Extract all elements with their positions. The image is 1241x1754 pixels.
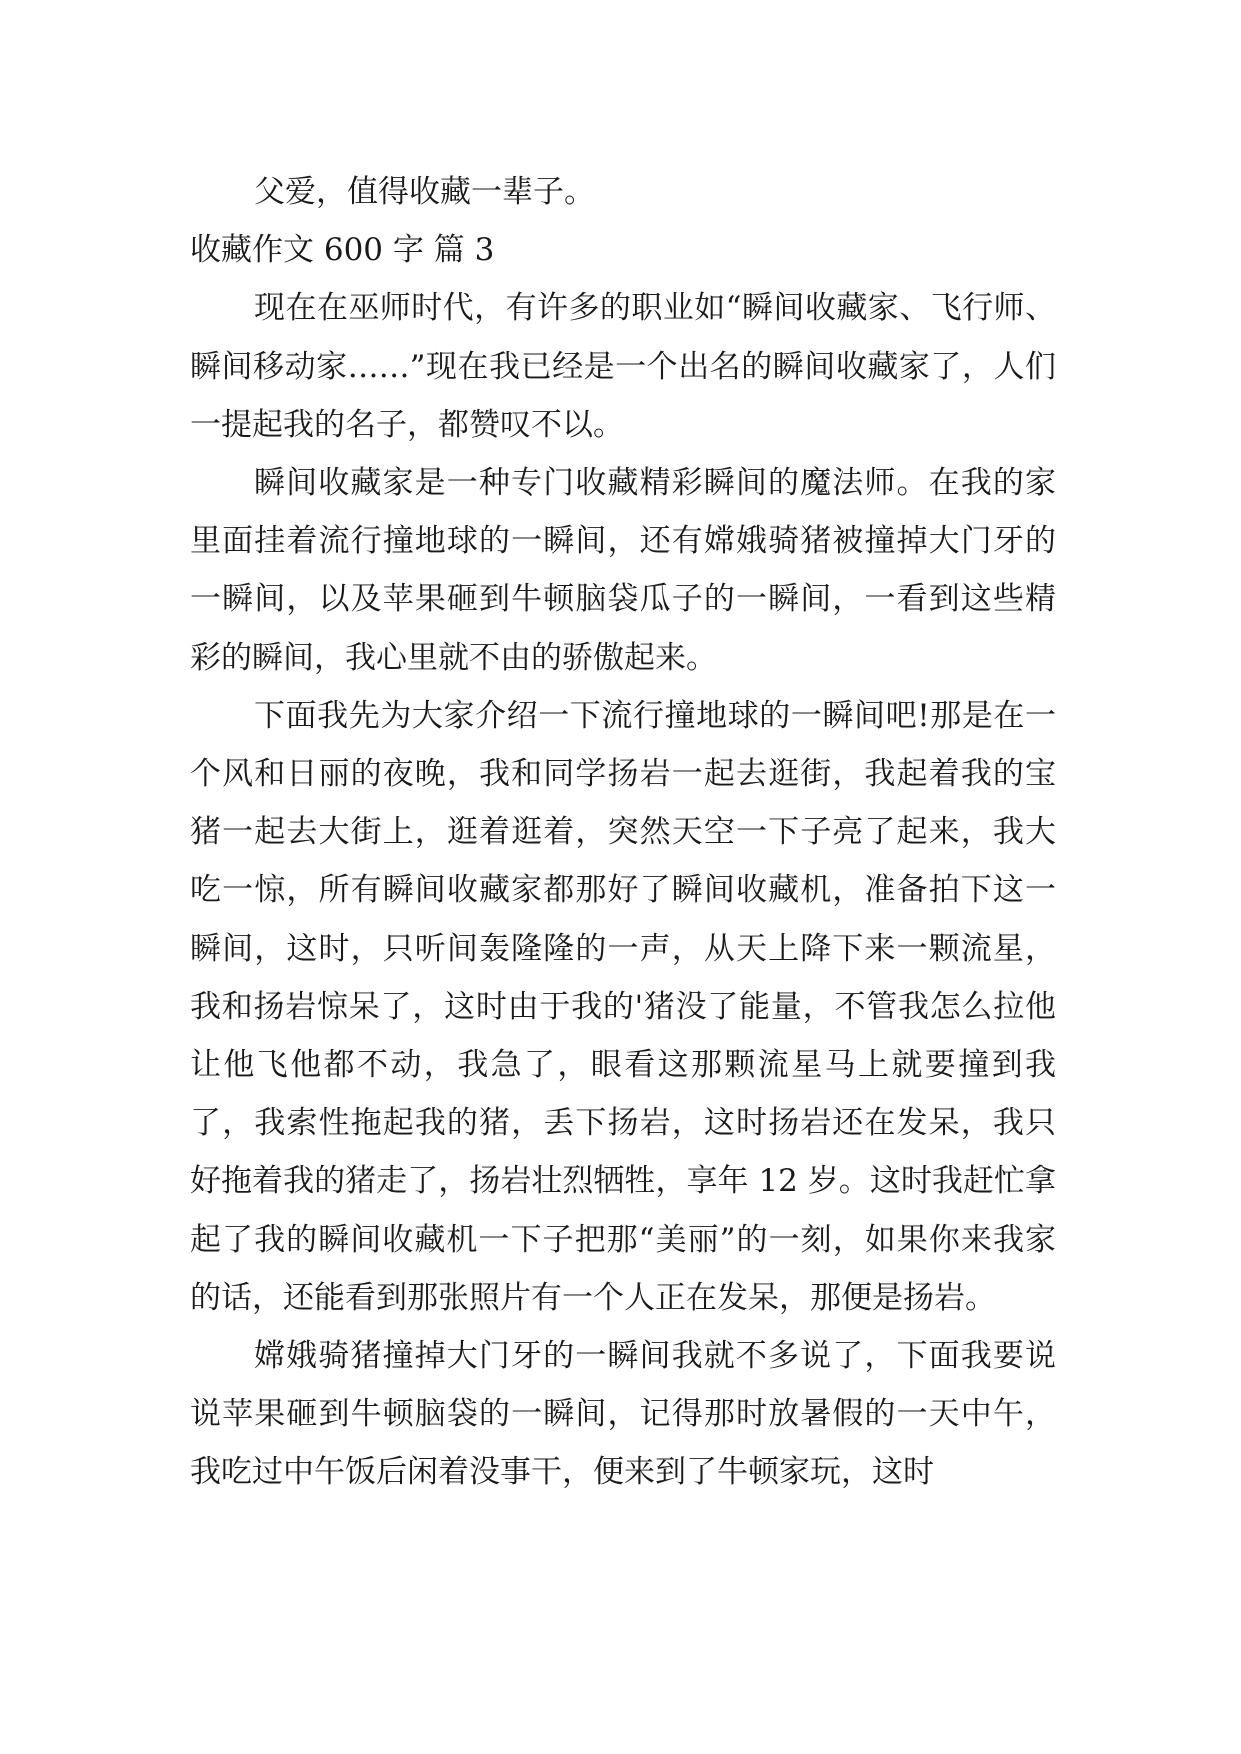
paragraph-collector: 瞬间收藏家是一种专门收藏精彩瞬间的魔法师。在我的家里面挂着流行撞地球的一瞬间，还有嫦娥骑猪被撞掉大门牙的一瞬间，以及苹果砸到牛顿脑袋瓜子的一瞬间，一看到这些精彩的瞬间，我心里就不由的骄傲起来。 xyxy=(190,465,1056,676)
paragraph-newton: 嫦娥骑猪撞掉大门牙的一瞬间我就不多说了，下面我要说说苹果砸到牛顿脑袋的一瞬间，记得那时放暑假的一天中午，我吃过中午饭后闲着没事干，便来到了牛顿家玩，这时 xyxy=(190,1338,1056,1491)
essay-heading: 收藏作文 600 字 篇 3 xyxy=(190,232,495,269)
paragraph-intro: 现在在巫师时代，有许多的职业如“瞬间收藏家、飞行师、瞬间移动家……”现在我已经是一个出名的瞬间收藏家了，人们一提起我的名子，都赞叹不以。 xyxy=(190,290,1056,443)
paragraph-closing-line: 父爱，值得收藏一辈子。 xyxy=(254,174,595,210)
paragraph-meteor: 下面我先为大家介绍一下流行撞地球的一瞬间吧!那是在一个风和日丽的夜晚，我和同学扬岩一起去逛街，我起着我的宝猪一起去大街上，逛着逛着，突然天空一下子亮了起来，我大吃一惊，所有瞬间收藏家都那好了瞬间收藏机，准备拍下这一瞬间，这时，只听间轰隆隆的一声，从天上降下来一颗流星，我和扬岩惊呆了，这时由于我的'猪没了能量，不管我怎么拉他让他飞他都不动，我急了，眼看这那颗流星马上就要撞到我了，我索性拖起我的猪，丢下扬岩，这时扬岩还在发呆，我只好拖着我的猪走了，扬岩壮烈牺牲，享年 12 岁。这时我赶忙拿起了我的瞬间收藏机一下子把那“美丽”的一刻，如果你来我家的话，还能看到那张照片有一个人正在发呆，那便是扬岩。 xyxy=(190,697,1056,1316)
document-body xyxy=(190,163,1056,1502)
